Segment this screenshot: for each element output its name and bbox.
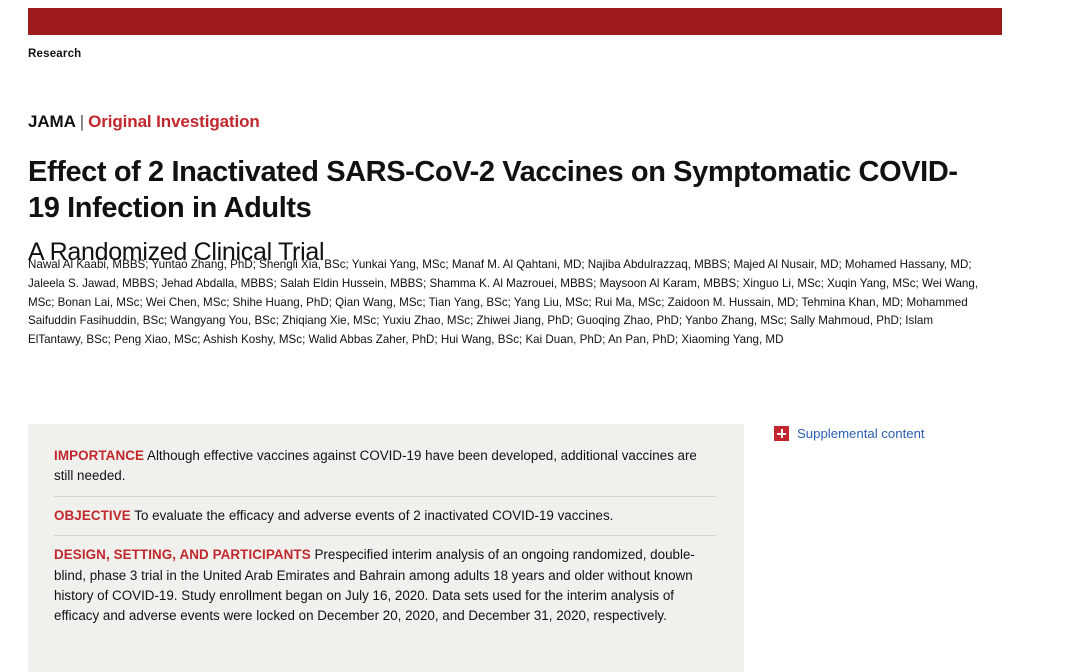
page-title: Effect of 2 Inactivated SARS-CoV-2 Vaccines on Symptomatic COVID-19 Infection in Adults bbox=[28, 156, 958, 224]
abstract-section-importance bbox=[54, 446, 716, 497]
plus-icon bbox=[774, 426, 789, 441]
abstract-box bbox=[28, 424, 744, 672]
abstract-text-design: Prespecified interim analysis of an ongoing randomized, double-blind, phase 3 trial in the United Arab Emirates and Bahrain among adults 18 years and older without known history of COVID-19. Study enrollment began on July 16, 2020. Data sets used for the interim analysis of efficacy and adverse events were locked on December 20, 2020, and December 31, 2020, respectively. bbox=[54, 547, 695, 624]
abstract-heading-importance: IMPORTANCE bbox=[54, 448, 145, 463]
abstract-text-objective: To evaluate the efficacy and adverse events of 2 inactivated COVID-19 vaccines. bbox=[134, 507, 614, 523]
abstract-section-design bbox=[54, 545, 716, 636]
abstract-heading-design: DESIGN, SETTING, AND PARTICIPANTS bbox=[54, 547, 311, 563]
page-subtitle: A Randomized Clinical Trial bbox=[28, 237, 325, 266]
abstract-content bbox=[28, 424, 744, 636]
abstract-text-importance: Although effective vaccines against COVID-19 have been developed, additional vaccines are still needed. bbox=[54, 448, 697, 484]
journal-name: JAMA bbox=[28, 112, 76, 131]
abstract-heading-objective: OBJECTIVE bbox=[54, 507, 131, 523]
journal-line bbox=[28, 112, 260, 132]
supplemental-content-link[interactable] bbox=[774, 426, 925, 441]
journal-separator: | bbox=[79, 112, 85, 131]
section-label: Research bbox=[28, 48, 82, 60]
abstract-section-objective bbox=[54, 506, 716, 536]
supplemental-content-label: Supplemental content bbox=[797, 426, 925, 441]
journal-header-bar bbox=[28, 8, 1002, 35]
article-type-label: Original Investigation bbox=[88, 112, 260, 131]
author-list: Nawal Al Kaabi, MBBS; Yuntao Zhang, PhD; Shengli Xia, BSc; Yunkai Yang, MSc; Manaf M. Al Qahtani, MD; Najiba Abdulrazzaq, MBBS; Majed Al Nusair, MD; Mohamed Hassany, MD; Jaleela S. Jawad, MBBS; Jehad Abdalla, MBBS; Salah Eldin Hussein, MBBS; Shamma K. Al Mazrouei, MBBS; Maysoon Al Karam, MBBS; Xinguo Li, MSc; Xuqin Yang, MSc; Wei Wang, MSc; Bonan Lai, MSc; Wei Chen, MSc; Shihe Huang, PhD; Qian Wang, MSc; Tian Yang, BSc; Yang Liu, MSc; Rui Ma, MSc; Zaidoon M. Hussain, MD; Tehmina Khan, MD; Mohammed Saifuddin Fasihuddin, BSc; Wangyang You, BSc; Zhiqiang Xie, MSc; Yuxiu Zhao, MSc; Zhiwei Jiang, PhD; Guoqing Zhao, PhD; Yanbo Zhang, MSc; Sally Mahmoud, PhD; Islam ElTantawy, BSc; Peng Xiao, MSc; Ashish Koshy, MSc; Walid Abbas Zaher, PhD; Hui Wang, BSc; Kai Duan, PhD; An Pan, PhD; Xiaoming Yang, MD bbox=[28, 258, 979, 347]
